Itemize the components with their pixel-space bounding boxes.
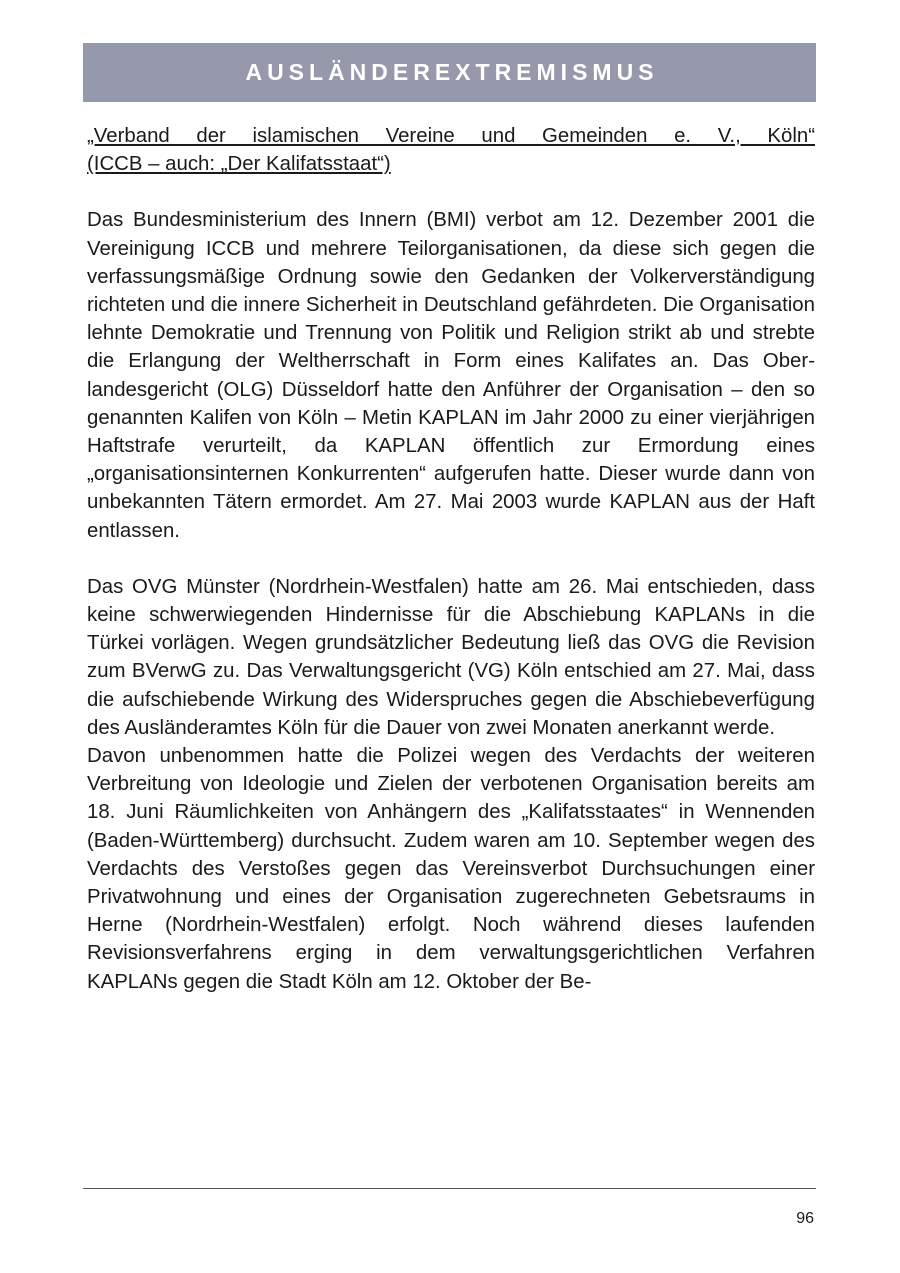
section-heading-line-2: (ICCB – auch: „Der Kalifatsstaat“) [87, 153, 391, 176]
document-body [87, 122, 815, 996]
page-section-title: AUSLÄNDEREXTREMISMUS [245, 59, 659, 85]
footer-divider [83, 1188, 816, 1189]
paragraph-3: Davon unbenommen hatte die Polizei wegen des Verdachts der weiteren Verbreitung von Ideologie und Zielen der verbotenen Organisation bereits am 18. Juni Räumlichkeiten von Anhängern des „Kalifatsstaates“ in Wennenden (Baden-Württemberg) durchsucht. Zudem waren am 10. September wegen des Verdachts des Verstoßes gegen das Vereinsverbot Durchsuchungen einer Privatwohnung und eines der Organisation zugerechneten Gebetsraums in Herne (Nordrhein-Westfalen) erfolgt. Noch während dieses laufenden Revisionsverfahrens erging in dem verwaltungsgerichtlichen Verfahren KAPLANs gegen die Stadt Köln am 12. Oktober der Be- [87, 745, 815, 993]
header-bar [83, 43, 816, 102]
section-heading [87, 122, 815, 178]
section-heading-line-1: „Verband der islamischen Vereine und Gemeinden e. V., Köln“ [87, 125, 815, 147]
paragraph-2: Das OVG Münster (Nordrhein-Westfalen) hatte am 26. Mai entschieden, dass keine schwerwiegenden Hindernisse für die Abschiebung KAPLANs in die Türkei vorlägen. Wegen grundsätzlicher Bedeutung ließ das OVG die Revision zum BVerwG zu. Das Verwaltungsgericht (VG) Köln entschied am 27. Mai, dass die aufschiebende Wirkung des Widerspruches gegen die Abschiebeverfügung des Ausländeramtes Köln für die Dauer von zwei Monaten anerkannt werde. [87, 575, 815, 739]
spacer [87, 178, 815, 206]
page-number: 96 [796, 1210, 814, 1227]
paragraph-1: Das Bundesministerium des Innern (BMI) verbot am 12. Dezember 2001 die Vereinigung ICCB und mehrere Teilorganisationen, da diese sich gegen die verfassungsmäßige Ordnung sowie den Gedanken der Volkerverständigung richteten und die innere Sicherheit in Deutschland gefährdeten. Die Organisation lehnte Demokratie und Trennung von Politik und Religion strikt ab und strebte die Erlangung der Weltherrschaft in Form eines Kalifates an. Das Oberlandesgericht (OLG) Düsseldorf hatte den Anführer der Organisation – den so genannten Kalifen von Köln – Metin KAPLAN im Jahr 2000 zu einer vierjährigen Haftstrafe verurteilt, da KAPLAN öffentlich zur Ermordung eines „organisationsinternen Konkurrenten“ aufgerufen hatte. Dieser wurde dann von unbekannten Tätern ermordet. Am 27. Mai 2003 wurde KAPLAN aus der Haft entlassen. [87, 209, 815, 542]
spacer [87, 545, 815, 573]
